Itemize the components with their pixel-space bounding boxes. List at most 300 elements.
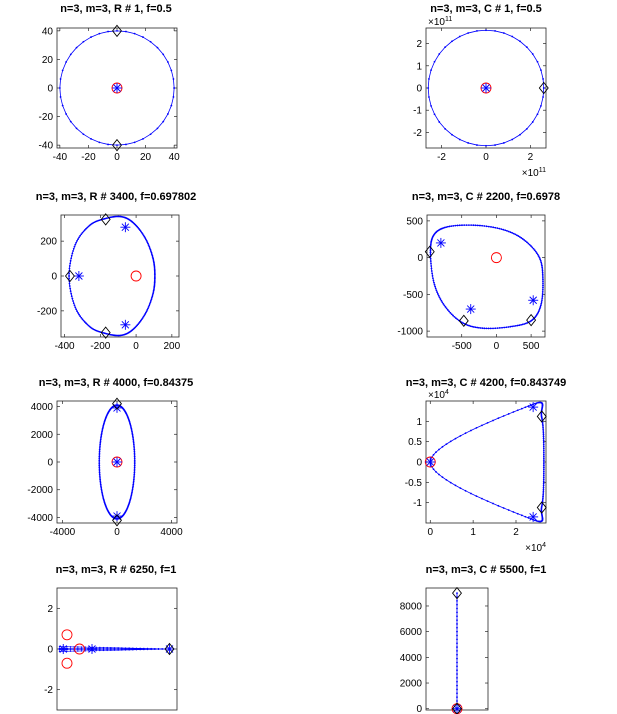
trajectory-point xyxy=(540,105,542,107)
trajectory-point xyxy=(98,456,100,458)
trajectory-point xyxy=(498,417,500,419)
trajectory-point xyxy=(133,479,135,481)
trajectory-point xyxy=(450,440,452,442)
trajectory-point xyxy=(508,231,510,233)
x-tick-label: 40 xyxy=(168,152,180,163)
trajectory-point xyxy=(454,316,456,318)
trajectory-point xyxy=(526,241,528,243)
trajectory-point xyxy=(456,696,458,698)
trajectory-point xyxy=(459,435,461,437)
y-tick-label: 0 xyxy=(51,271,57,283)
trajectory-point xyxy=(131,432,133,434)
pole-star-marker xyxy=(112,457,122,467)
trajectory-point xyxy=(522,324,524,326)
trajectory-point xyxy=(442,446,444,448)
trajectory-point xyxy=(427,87,429,89)
trajectory-point xyxy=(541,265,543,267)
trajectory-point xyxy=(533,248,535,250)
pole-star-marker xyxy=(466,304,476,314)
trajectory-point xyxy=(494,227,496,229)
trajectory-point xyxy=(77,238,79,240)
trajectory-point xyxy=(60,78,62,80)
x-tick-label: 0 xyxy=(133,341,139,352)
root-circle-marker xyxy=(62,658,72,668)
trajectory-point xyxy=(431,273,433,275)
trajectory-point xyxy=(125,31,127,33)
trajectory-point xyxy=(543,461,545,463)
trajectory-point xyxy=(466,224,468,226)
trajectory-point xyxy=(543,448,545,450)
trajectory-point xyxy=(531,246,533,248)
trajectory-point xyxy=(431,270,433,272)
trajectory-point xyxy=(74,244,76,246)
trajectory-point xyxy=(100,439,102,441)
trajectory-point xyxy=(514,234,516,236)
y-tick-label: 200 xyxy=(40,236,57,248)
trajectory-point xyxy=(456,681,458,683)
root-circle-marker xyxy=(75,644,85,654)
trajectory-point xyxy=(70,257,72,259)
trajectory-point xyxy=(125,649,126,650)
trajectory-point xyxy=(511,139,513,141)
trajectory-point xyxy=(517,513,519,515)
trajectory-point xyxy=(456,623,458,625)
trajectory-point xyxy=(542,275,544,277)
trajectory-point xyxy=(150,649,151,650)
trajectory-point xyxy=(100,437,102,439)
panel-title: n=3, m=3, R # 4000, f=0.84375 xyxy=(38,377,194,389)
trajectory-point xyxy=(456,700,458,702)
trajectory-point xyxy=(132,488,134,490)
trajectory-point xyxy=(540,260,542,262)
trajectory-point xyxy=(543,457,545,459)
trajectory-point xyxy=(99,444,101,446)
trajectory-point xyxy=(543,450,545,452)
trajectory-point xyxy=(69,262,71,264)
trajectory-point xyxy=(440,298,442,300)
trajectory-point xyxy=(529,244,531,246)
trajectory-point xyxy=(525,240,527,242)
trajectory-point xyxy=(477,225,479,227)
trajectory-point xyxy=(430,105,432,107)
trajectory-point xyxy=(99,480,101,482)
trajectory-point xyxy=(481,424,483,426)
trajectory-point xyxy=(492,327,494,329)
trajectory-point xyxy=(110,650,111,651)
trajectory-point xyxy=(98,141,100,143)
trajectory-point xyxy=(139,649,140,650)
trajectory-point xyxy=(488,226,490,228)
trajectory-point xyxy=(99,650,100,651)
x-tick-label: -2 xyxy=(437,152,447,163)
trajectory-point xyxy=(543,440,545,442)
trajectory-point xyxy=(511,36,513,38)
trajectory-point xyxy=(430,250,432,252)
trajectory-point xyxy=(512,411,514,413)
trajectory-point xyxy=(534,249,536,251)
trajectory-point xyxy=(71,298,73,300)
trajectory-point xyxy=(143,649,144,650)
trajectory-point xyxy=(81,649,82,650)
trajectory-point xyxy=(76,240,78,242)
root-circle-marker xyxy=(131,271,141,281)
trajectory-point xyxy=(132,439,134,441)
trajectory-point xyxy=(447,226,449,228)
y-exponent-label: $\times 10^4$ xyxy=(428,389,449,401)
y-tick-label: 0 xyxy=(416,457,422,469)
x-exponent-label: $\times 10^4$ xyxy=(525,542,546,554)
trajectory-point xyxy=(69,268,71,270)
trajectory-point xyxy=(436,289,438,291)
trajectory-point xyxy=(543,467,545,469)
pole-star-marker xyxy=(165,644,175,654)
trajectory-point xyxy=(149,249,151,251)
trajectory-point xyxy=(542,293,544,295)
x-tick-label: 0 xyxy=(427,527,434,538)
trajectory-point xyxy=(142,138,144,140)
pole-star-marker xyxy=(528,402,538,412)
trajectory-point xyxy=(428,96,430,98)
trajectory-point xyxy=(161,648,162,649)
trajectory-point xyxy=(99,477,101,479)
trajectory-point xyxy=(99,452,101,454)
trajectory-point xyxy=(521,408,523,410)
trajectory-point xyxy=(98,459,100,461)
y-tick-label: 2 xyxy=(47,603,53,615)
x-tick-label: 20 xyxy=(140,152,152,163)
trajectory-point xyxy=(78,237,80,239)
trajectory-point xyxy=(430,265,432,267)
trajectory-point xyxy=(542,272,544,274)
trajectory-point xyxy=(542,427,544,429)
trajectory-point xyxy=(520,324,522,326)
y-tick-label: -1 xyxy=(413,105,422,117)
trajectory-point xyxy=(543,479,545,481)
trajectory-point xyxy=(133,482,135,484)
trajectory-point xyxy=(454,225,456,227)
trajectory-point xyxy=(59,87,61,89)
y-tick-label: 8000 xyxy=(399,601,422,613)
trajectory-point xyxy=(83,230,85,232)
trajectory-point xyxy=(467,142,469,144)
trajectory-point xyxy=(476,144,478,146)
trajectory-point xyxy=(116,144,118,146)
trajectory-point xyxy=(543,459,545,461)
trajectory-point xyxy=(456,619,458,621)
trajectory-point xyxy=(170,105,172,107)
trajectory-point xyxy=(74,306,76,308)
trajectory-point xyxy=(131,490,133,492)
panel-title: n=3, m=3, C # 5500, f=1 xyxy=(425,564,547,576)
trajectory-point xyxy=(467,32,469,34)
trajectory-point xyxy=(132,434,134,436)
panel-title: n=3, m=3, C # 2200, f=0.6978 xyxy=(411,191,561,203)
panel-p3 xyxy=(36,191,197,352)
trajectory-point xyxy=(542,490,544,492)
trajectory-point xyxy=(542,289,544,291)
trajectory-point xyxy=(542,273,544,275)
y-tick-label: -2 xyxy=(44,685,53,697)
trajectory-point xyxy=(532,53,534,55)
trajectory-point xyxy=(134,450,136,452)
trajectory-point xyxy=(478,327,480,329)
trajectory-point xyxy=(457,225,459,227)
trajectory-point xyxy=(540,69,542,71)
trajectory-point xyxy=(167,113,169,115)
trajectory-point xyxy=(99,447,101,449)
trajectory-point xyxy=(451,40,453,42)
y-tick-label: 4000 xyxy=(30,402,53,414)
trajectory-point xyxy=(99,442,101,444)
trajectory-point xyxy=(494,30,496,32)
trajectory-point xyxy=(133,477,135,479)
pole-star-marker xyxy=(87,644,97,654)
trajectory-point xyxy=(516,234,518,236)
trajectory-point xyxy=(513,325,515,327)
trajectory-point xyxy=(501,327,503,329)
trajectory-point xyxy=(479,225,481,227)
trajectory-point xyxy=(444,128,446,130)
trajectory-point xyxy=(150,250,152,252)
trajectory-point xyxy=(438,53,440,55)
trajectory-point xyxy=(542,430,544,432)
trajectory-point xyxy=(133,445,135,447)
pole-star-marker xyxy=(58,644,68,654)
trajectory-point xyxy=(539,257,541,259)
trajectory-point xyxy=(132,485,134,487)
trajectory-point xyxy=(100,487,102,489)
trajectory-point xyxy=(543,473,545,475)
trajectory-point xyxy=(68,275,70,277)
trajectory-point xyxy=(492,420,494,422)
trajectory-point xyxy=(432,275,434,277)
trajectory-point xyxy=(456,627,458,629)
trajectory-point xyxy=(468,224,470,226)
trajectory-point xyxy=(107,144,109,146)
trajectory-point xyxy=(446,308,448,310)
trajectory-point xyxy=(134,472,136,474)
trajectory-point xyxy=(494,144,496,146)
x-tick-label: 0 xyxy=(493,341,500,352)
trajectory-point xyxy=(527,243,529,245)
x-tick-label: -200 xyxy=(90,341,111,352)
trajectory-point xyxy=(70,290,72,292)
trajectory-point xyxy=(480,327,482,329)
trajectory-point xyxy=(542,277,544,279)
trajectory-point xyxy=(475,326,477,328)
root-circle-marker xyxy=(62,630,72,640)
panel-p7 xyxy=(44,564,177,710)
trajectory-point xyxy=(456,608,458,610)
trajectory-point xyxy=(542,279,544,281)
trajectory-point xyxy=(485,145,487,147)
trajectory-point xyxy=(459,224,461,226)
trajectory-point xyxy=(95,650,96,651)
trajectory-point xyxy=(81,650,82,651)
trajectory-point xyxy=(78,314,80,316)
y-tick-label: 2000 xyxy=(30,429,53,441)
trajectory-point xyxy=(542,499,544,501)
trajectory-point xyxy=(114,650,115,651)
trajectory-point xyxy=(543,456,545,458)
trajectory-point xyxy=(76,310,78,312)
trajectory-point xyxy=(502,229,504,231)
trajectory-point xyxy=(494,327,496,329)
trajectory-point xyxy=(541,297,543,299)
trajectory-point xyxy=(511,232,513,234)
trajectory-point xyxy=(80,233,82,235)
y-tick-label: -4000 xyxy=(27,512,53,524)
trajectory-point xyxy=(498,505,500,507)
trajectory-point xyxy=(543,444,545,446)
trajectory-point xyxy=(150,300,152,302)
trajectory-point xyxy=(77,649,78,650)
y-tick-label: -20 xyxy=(38,112,53,124)
trajectory-point xyxy=(437,293,439,295)
trajectory-point xyxy=(134,454,136,456)
trajectory-point xyxy=(132,487,134,489)
trajectory-point xyxy=(167,61,169,63)
y-tick-label: 2 xyxy=(416,39,422,51)
trajectory-point xyxy=(449,226,451,228)
trajectory-point xyxy=(77,646,78,647)
trajectory-point xyxy=(456,646,458,648)
y-tick-label: 6000 xyxy=(399,627,422,639)
y-tick-label: 0 xyxy=(47,644,53,656)
trajectory-point xyxy=(125,144,127,146)
trajectory-point xyxy=(543,481,545,483)
trajectory-point xyxy=(543,87,545,89)
trajectory-point xyxy=(69,283,71,285)
trajectory-point xyxy=(71,255,73,257)
trajectory-point xyxy=(134,459,136,461)
trajectory-point xyxy=(537,61,539,63)
trajectory-point xyxy=(456,638,458,640)
trajectory-point xyxy=(134,458,136,460)
trajectory-point xyxy=(508,413,510,415)
trajectory-point xyxy=(116,30,118,32)
trajectory-point xyxy=(132,484,134,486)
trajectory-point xyxy=(103,650,104,651)
trajectory-point xyxy=(456,654,458,656)
trajectory-point xyxy=(475,224,477,226)
trajectory-point xyxy=(173,78,175,80)
trajectory-point xyxy=(101,490,103,492)
trajectory-point xyxy=(98,461,100,463)
trajectory-point xyxy=(530,245,532,247)
trajectory-point xyxy=(134,463,136,465)
trajectory-point xyxy=(106,650,107,651)
trajectory-point xyxy=(73,302,75,304)
trajectory-point xyxy=(485,29,487,31)
trajectory-point xyxy=(69,288,71,290)
trajectory-point xyxy=(541,299,543,301)
trajectory-point xyxy=(465,432,467,434)
trajectory-point xyxy=(543,442,545,444)
trajectory-point xyxy=(441,301,443,303)
trajectory-point xyxy=(459,139,461,141)
trajectory-point xyxy=(433,280,435,282)
trajectory-point xyxy=(450,482,452,484)
trajectory-point xyxy=(455,317,457,319)
trajectory-point xyxy=(433,282,435,284)
y-tick-label: -1 xyxy=(413,498,422,510)
trajectory-point xyxy=(99,475,101,477)
trajectory-point xyxy=(456,612,458,614)
trajectory-point xyxy=(449,312,451,314)
trajectory-point xyxy=(157,128,159,130)
panel-title: n=3, m=3, R # 3400, f=0.697802 xyxy=(35,191,197,203)
pole-star-marker xyxy=(481,83,491,93)
trajectory-point xyxy=(438,474,440,476)
trajectory-point xyxy=(542,287,544,289)
trajectory-point xyxy=(440,300,442,302)
root-circle-marker xyxy=(491,253,501,263)
trajectory-point xyxy=(100,482,102,484)
trajectory-point xyxy=(473,326,475,328)
trajectory-point xyxy=(456,662,458,664)
trajectory-point xyxy=(162,54,164,56)
x-tick-label: 1 xyxy=(470,527,476,538)
trajectory-point xyxy=(542,496,544,498)
trajectory-point xyxy=(456,650,458,652)
trajectory-point xyxy=(456,673,458,675)
trajectory-point xyxy=(540,304,542,306)
trajectory-point xyxy=(134,456,136,458)
trajectory-point xyxy=(543,436,545,438)
trajectory-point xyxy=(434,286,436,288)
x-tick-label: 2 xyxy=(527,152,534,163)
y-tick-label: -40 xyxy=(38,140,53,152)
trajectory-point xyxy=(69,265,71,267)
trajectory-point xyxy=(492,226,494,228)
trajectory-point xyxy=(65,61,67,63)
trajectory-point xyxy=(456,642,458,644)
trajectory-point xyxy=(439,296,441,298)
trajectory-point xyxy=(134,33,136,35)
trajectory-point xyxy=(486,328,488,330)
trajectory-point xyxy=(488,328,490,330)
trajectory-point xyxy=(487,500,489,502)
y-tick-label: 4000 xyxy=(399,652,422,664)
trajectory-point xyxy=(508,509,510,511)
trajectory-point xyxy=(435,451,437,453)
trajectory-point xyxy=(99,468,101,470)
x-tick-label: 200 xyxy=(163,341,181,352)
trajectory-point xyxy=(90,36,92,38)
trajectory-point xyxy=(476,327,478,329)
panel-title: n=3, m=3, R # 1, f=0.5 xyxy=(60,3,172,15)
trajectory-point xyxy=(456,692,458,694)
trajectory-point xyxy=(542,497,544,499)
trajectory-point xyxy=(446,443,448,445)
trajectory-point xyxy=(456,665,458,667)
trajectory-point xyxy=(434,284,436,286)
trajectory-point xyxy=(101,488,103,490)
trajectory-point xyxy=(543,475,545,477)
trajectory-point xyxy=(62,69,64,71)
trajectory-point xyxy=(99,479,101,481)
trajectory-point xyxy=(543,434,545,436)
trajectory-point xyxy=(121,649,122,650)
trajectory-point xyxy=(151,298,153,300)
trajectory-point xyxy=(142,36,144,38)
trajectory-point xyxy=(98,466,100,468)
x-tick-label: -400 xyxy=(54,341,75,352)
trajectory-point xyxy=(443,304,445,306)
trajectory-point xyxy=(542,494,544,496)
trajectory-point xyxy=(539,258,541,260)
